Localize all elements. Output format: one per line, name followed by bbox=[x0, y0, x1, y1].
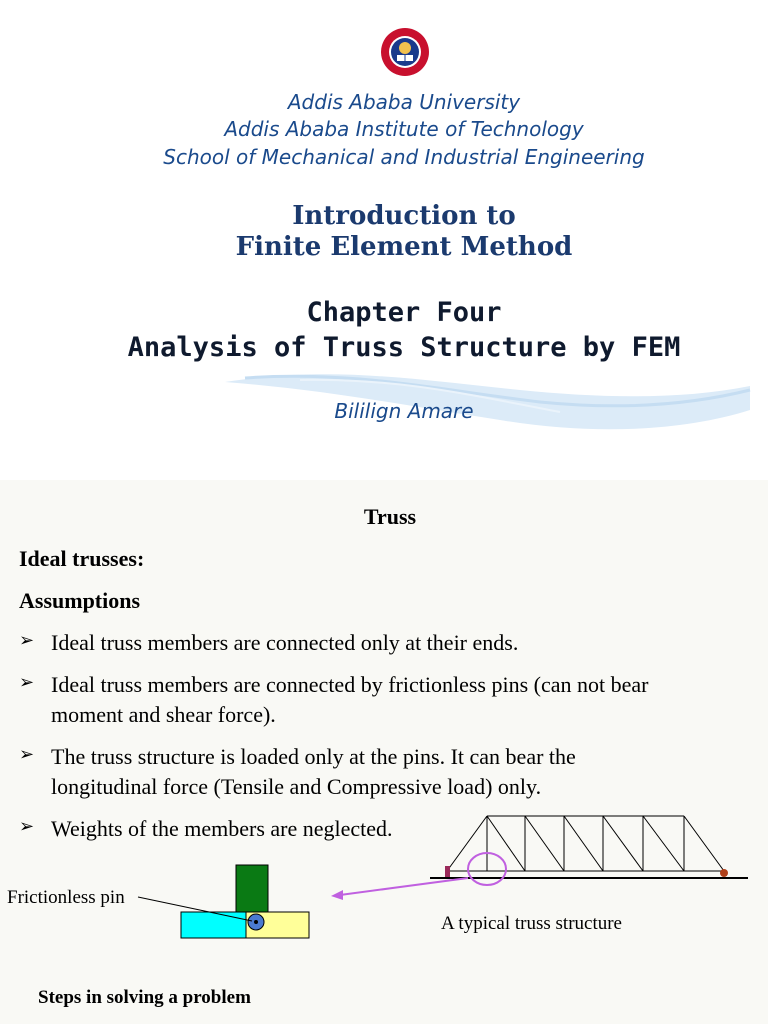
pin-detail-figure bbox=[0, 480, 768, 1024]
bullet-line: moment and shear force). bbox=[51, 702, 276, 727]
institute-name: Addis Ababa Institute of Technology bbox=[224, 117, 584, 141]
course-title-line1: Introduction to bbox=[292, 201, 516, 231]
slide-title: Truss bbox=[363, 504, 417, 529]
section-heading: Ideal trusses: bbox=[19, 546, 145, 571]
truss-slide bbox=[0, 480, 768, 1024]
course-title-line2: Finite Element Method bbox=[235, 232, 573, 262]
truss-caption: A typical truss structure bbox=[441, 913, 622, 934]
university-name: Addis Ababa University bbox=[287, 90, 521, 114]
pin-label: Frictionless pin bbox=[7, 887, 125, 908]
bullet-line: Weights of the members are neglected. bbox=[51, 816, 393, 841]
section-subheading: Assumptions bbox=[19, 588, 141, 613]
arrow-bullet-icon: ➢ bbox=[19, 630, 35, 650]
chapter-number: Chapter Four bbox=[306, 297, 502, 328]
bullet-line: Ideal truss members are connected only at their ends. bbox=[51, 630, 519, 655]
arrow-bullet-icon: ➢ bbox=[19, 672, 35, 692]
school-name: School of Mechanical and Industrial Engineering bbox=[163, 145, 645, 169]
pin-left-member bbox=[181, 912, 246, 938]
bullet-line: The truss structure is loaded only at the pins. It can bear the bbox=[51, 744, 576, 769]
pin-vertical-member bbox=[236, 865, 268, 913]
arrow-bullet-icon: ➢ bbox=[19, 744, 35, 764]
arrow-bullet-icon: ➢ bbox=[19, 816, 35, 836]
bullet-line: Ideal truss members are connected by frictionless pins (can not bear bbox=[51, 672, 649, 697]
university-seal-icon bbox=[379, 27, 431, 77]
chapter-title: Analysis of Truss Structure by FEM bbox=[127, 332, 681, 363]
title-slide bbox=[0, 0, 768, 480]
bullet-line: longitudinal force (Tensile and Compressive load) only. bbox=[51, 774, 542, 799]
footer-heading: Steps in solving a problem bbox=[38, 987, 251, 1008]
author-name: Bililign Amare bbox=[334, 399, 474, 423]
